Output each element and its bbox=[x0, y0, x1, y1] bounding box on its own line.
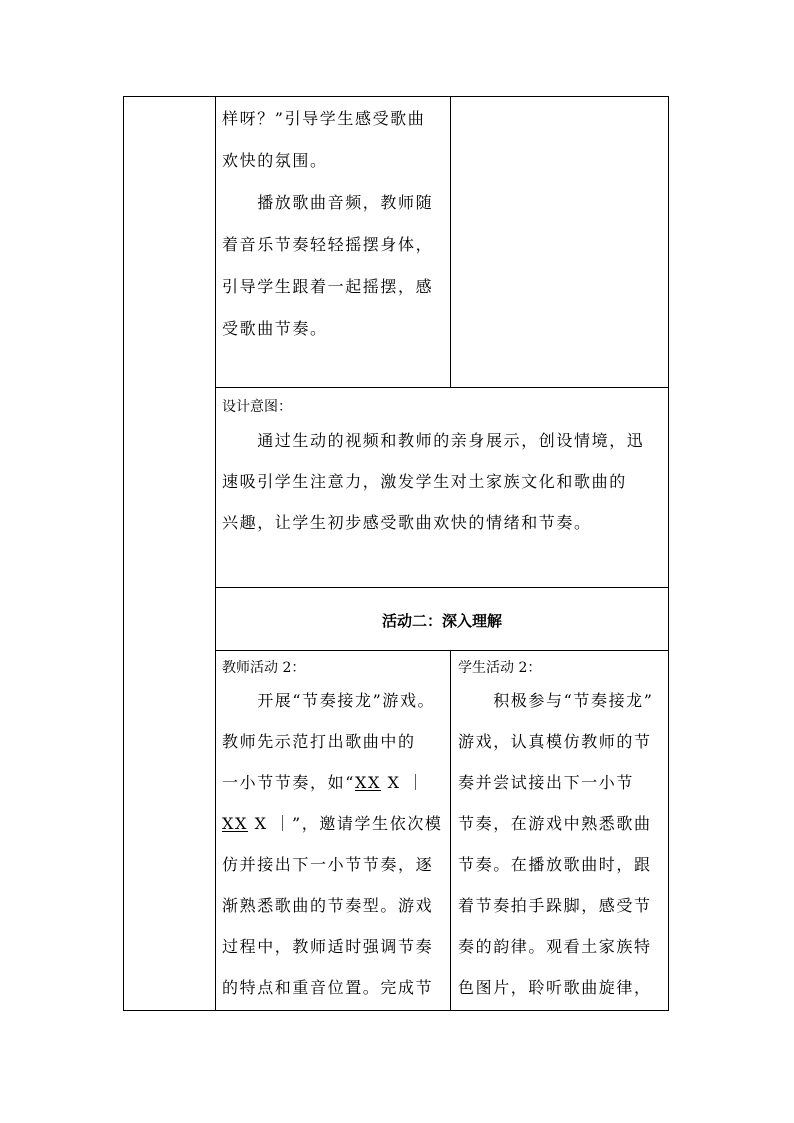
column-divider-bottom bbox=[450, 650, 451, 1011]
text-line: 着音乐节奏轻轻摇摆身体， bbox=[222, 235, 434, 254]
text-line: 着节奏拍手跺脚，感受节 bbox=[458, 896, 652, 915]
student-activity-2-cell bbox=[458, 651, 666, 1010]
text-line: 仿并接出下一小节节奏，逐 bbox=[222, 855, 434, 874]
design-intent-cell bbox=[222, 388, 662, 587]
table-left-border bbox=[123, 96, 124, 1011]
text-line: 教师先示范打出歌曲中的 bbox=[222, 732, 416, 751]
text-line: 节奏。在播放歌曲时，跟 bbox=[458, 855, 652, 874]
text-line: 播放歌曲音频，教师随 bbox=[222, 193, 434, 212]
table-bottom-border bbox=[123, 1010, 669, 1011]
row-divider-2 bbox=[215, 587, 669, 588]
rhythm-notation: XX bbox=[354, 773, 381, 792]
column-divider-main bbox=[215, 96, 216, 1011]
teacher-activity-1-continued bbox=[222, 96, 450, 387]
text-line: 积极参与“节奏接龙” bbox=[458, 691, 654, 710]
text-line: 色图片，聆听歌曲旋律， bbox=[458, 978, 652, 997]
text-segment: X ｜ bbox=[380, 773, 425, 792]
table-right-border bbox=[668, 96, 669, 1011]
text-line: 开展“节奏接龙”游戏。 bbox=[222, 691, 436, 710]
text-line: 引导学生跟着一起摇摆，感 bbox=[222, 277, 434, 296]
text-line-rhythm bbox=[222, 811, 443, 834]
activity-two-title: 活动二：深入理解 bbox=[381, 612, 502, 630]
text-line: 样呀？”引导学生感受歌曲 bbox=[222, 109, 426, 128]
text-line: 受歌曲节奏。 bbox=[222, 319, 328, 338]
text-line-rhythm bbox=[222, 770, 425, 793]
text-line: 兴趣，让学生初步感受歌曲欢快的情绪和节奏。 bbox=[222, 513, 592, 532]
text-line: 奏并尝试接出下一小节 bbox=[458, 773, 635, 792]
text-line: 渐熟悉歌曲的节奏型。游戏 bbox=[222, 896, 434, 915]
rhythm-notation: XX bbox=[222, 814, 248, 833]
text-line: 的特点和重音位置。完成节 bbox=[222, 978, 434, 997]
text-line: 通过生动的视频和教师的亲身展示，创设情境，迅 bbox=[222, 431, 645, 450]
text-line: 速吸引学生注意力，激发学生对土家族文化和歌曲的 bbox=[222, 472, 627, 491]
teacher-activity-2-label: 教师活动 2： bbox=[222, 660, 306, 676]
text-line: 节奏，在游戏中熟悉歌曲 bbox=[458, 814, 652, 833]
design-intent-label: 设计意图： bbox=[222, 399, 292, 415]
text-line: 奏的韵律。观看土家族特 bbox=[458, 937, 652, 956]
student-activity-2-label: 学生活动 2： bbox=[458, 660, 542, 676]
teacher-activity-2-cell bbox=[222, 651, 450, 1010]
text-line: 欢快的氛围。 bbox=[222, 151, 328, 170]
text-segment: X ｜”，邀请学生依次模 bbox=[247, 814, 443, 833]
column-divider-top bbox=[450, 96, 451, 387]
text-segment: 一小节节奏，如“ bbox=[222, 773, 355, 792]
text-line: 过程中，教师适时强调节奏 bbox=[222, 937, 434, 956]
text-line: 游戏，认真模仿教师的节 bbox=[458, 732, 652, 751]
